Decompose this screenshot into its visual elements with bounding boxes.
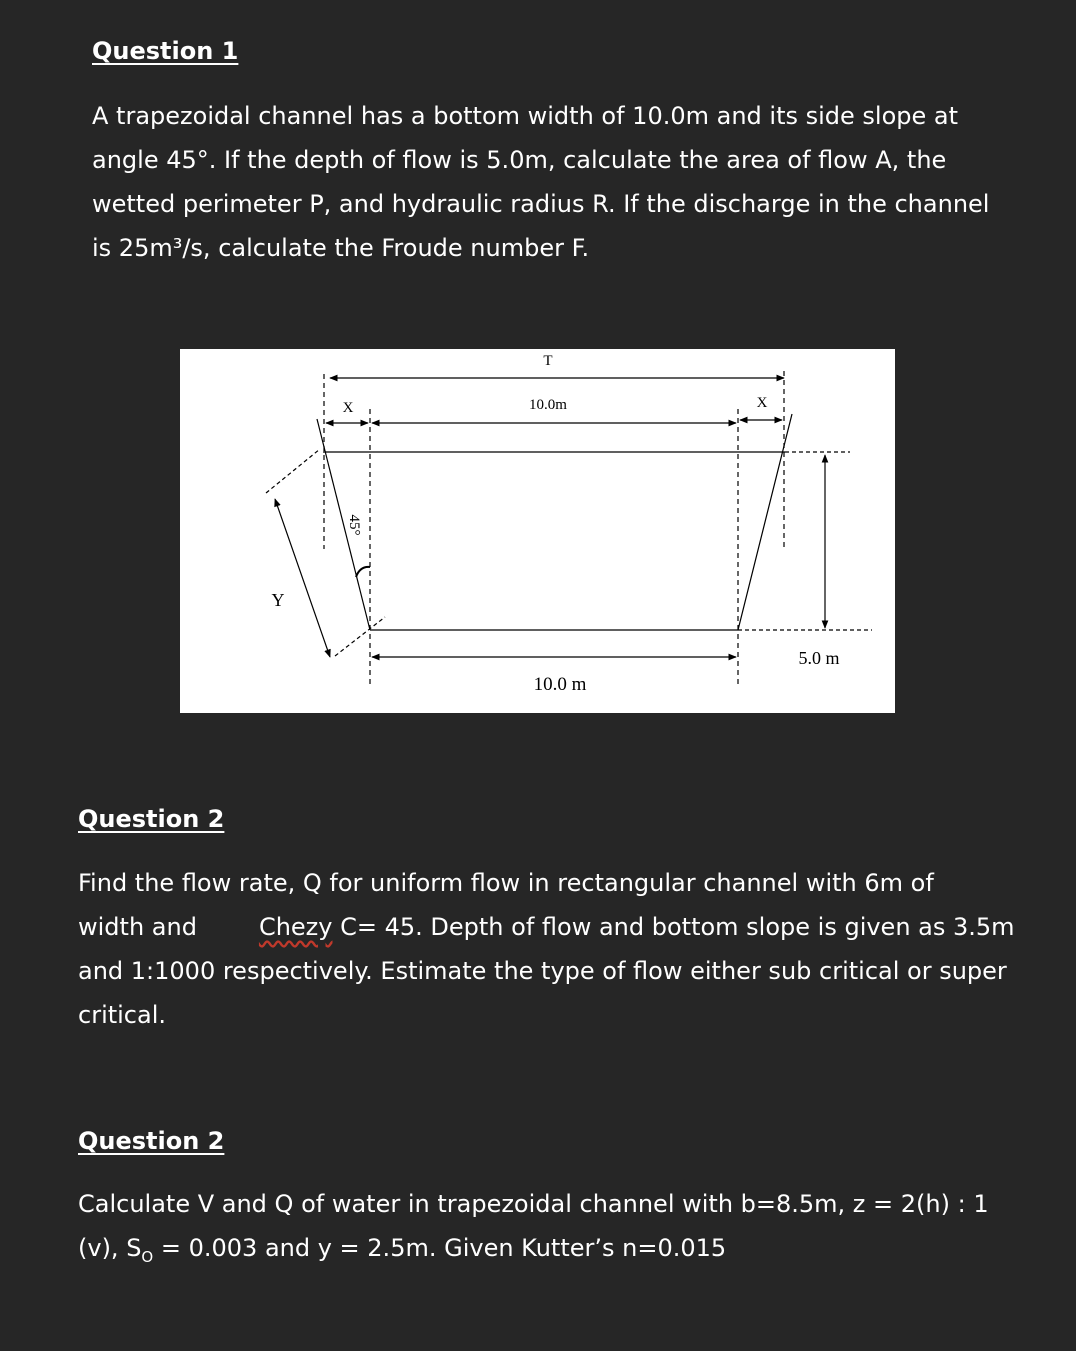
label-x-left: X [342,400,354,416]
question-1-line-1: A trapezoidal channel has a bottom width of 10.0m and its side slope at [92,102,959,130]
trapezoidal-channel-diagram [180,349,895,713]
question-2-line-1: Find the flow rate, Q for uniform flow in rectangular channel with 6m of [78,869,934,897]
angle-arc [356,567,370,577]
label-t: T [543,353,553,369]
question-2-line-4: critical. [78,1001,167,1029]
y-lower-extension [335,617,385,656]
label-angle: 45° [346,514,362,536]
question-3-text [78,1182,989,1279]
question-1-heading: Question 1 [92,37,239,65]
question-2-heading: Question 2 [78,805,225,833]
question-3-line-2 [78,1226,989,1279]
question-2-text [78,861,1015,1037]
question-2-line-2-end: C= 45. Depth of flow and bottom slope is given as 3.5m [332,913,1015,941]
question-1-line-2: angle 45°. If the depth of flow is 5.0m, calculate the area of flow A, the [92,146,947,174]
question-3-heading: Question 2 [78,1127,225,1155]
label-bottom-width: 10.0 m [533,674,587,695]
question-2-line-2-start: width and [78,913,197,941]
label-depth: 5.0 m [798,648,840,668]
question-1-line-3: wetted perimeter P, and hydraulic radius R. If the discharge in the channel [92,190,990,218]
chezy-word: Chezy [258,913,333,941]
question-2-line-2 [78,905,1015,949]
subscript-o: O [141,1247,154,1266]
trapezoid-svg [180,349,895,713]
y-upper-extension [266,449,320,493]
question-2-line-3: and 1:1000 respectively. Estimate the type of flow either sub critical or super [78,957,1007,985]
label-y: Y [271,590,285,610]
question-3-line-2-start: (v), S [78,1234,142,1262]
question-3-line-1: Calculate V and Q of water in trapezoidal channel with b=8.5m, z = 2(h) : 1 [78,1190,989,1218]
question-3-line-2-end: = 0.003 and y = 2.5m. Given Kutter’s n=0.015 [153,1234,727,1262]
question-1-text [92,94,989,270]
label-top-width: 10.0m [529,397,567,413]
question-1-line-4: is 25m³/s, calculate the Froude number F. [92,234,590,262]
side-length-arrow [275,499,330,657]
label-x-right: X [756,395,768,411]
